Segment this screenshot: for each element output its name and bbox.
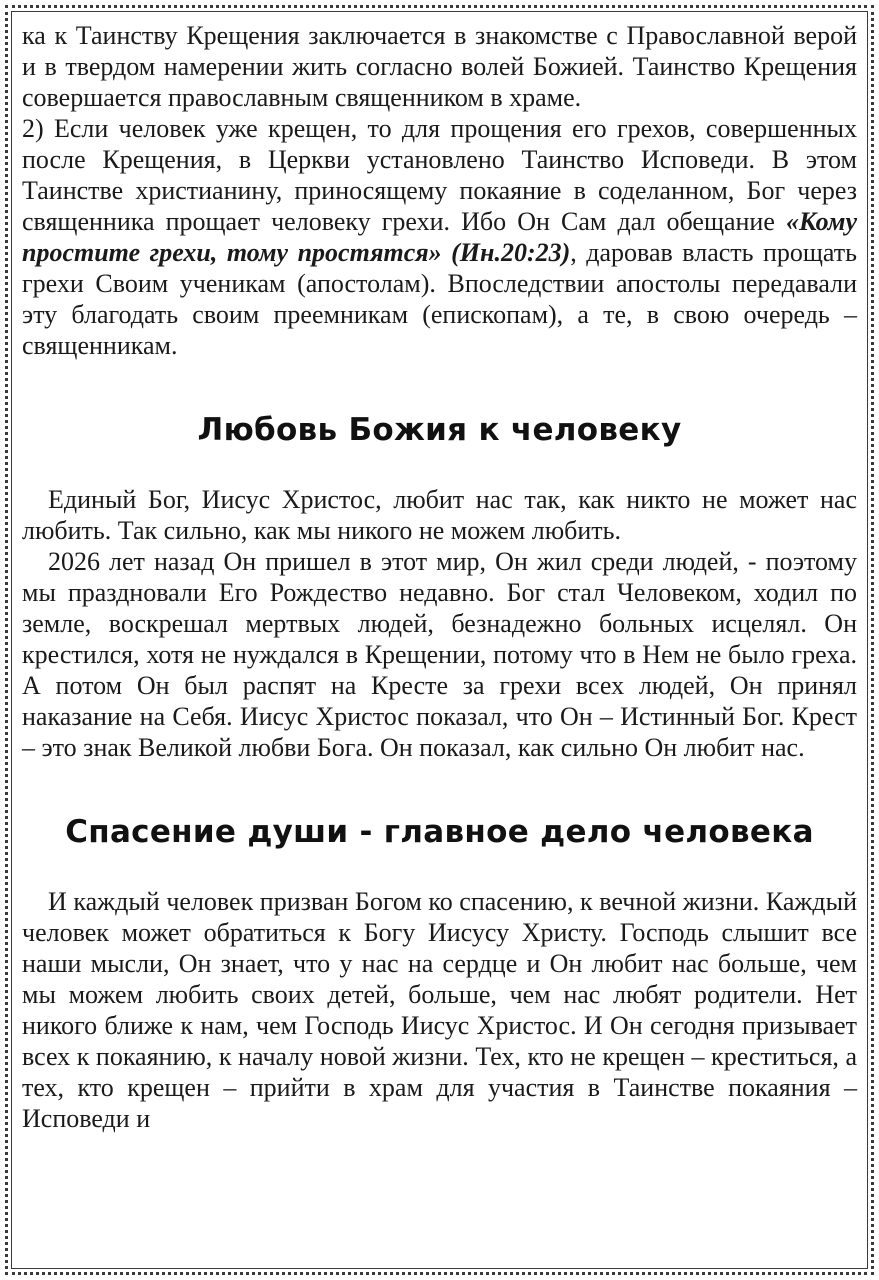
confession-text-before: 2) Если человек уже крещен, то для прощения его грехов, совершенных после Крещения, в Церкви установлено Таинство Исповеди. В этом Таинстве христианину, приносящему покаяние в соделанном, Бог через священника прощает человеку грехи. Ибо Он Сам дал обещание (22, 114, 857, 236)
page-content (22, 20, 857, 1134)
scripture-quote: «Кому простите грехи, тому простятся» (Ин.20:23) (22, 207, 857, 267)
paragraph-confession (22, 113, 857, 361)
paragraph-calling: И каждый человек призван Богом ко спасению, к вечной жизни. Каждый человек может обратиться к Богу Иисусу Христу. Господь слышит все наши мысли, Он знает, что у нас на сердце и Он любит нас больше, чем мы можем любить своих детей, больше, чем нас любят родители. Нет никого ближе к нам, чем Господь Иисус Христос. И Он сегодня призывает всех к покаянию, к началу новой жизни. Тех, кто не крещен – креститься, а тех, кто крещен – прийти в храм для участия в Таинстве покаяния – Исповеди и (22, 887, 857, 1133)
paragraph-incarnation: 2026 лет назад Он пришел в этот мир, Он жил среди людей, - поэтому мы праздновали Его Рождество недавно. Бог стал Человеком, ходил по земле, воскрешал мертвых людей, безнадежно больных исцелял. Он крестился, хотя не нуждался в Крещении, потому что в Нем не было греха. А потом Он был распят на Кресте за грехи всех людей, Он принял наказание на Себя. Иисус Христос показал, что Он – Истинный Бог. Крест – это знак Великой любви Бога. Он показал, как сильно Он любит нас. (22, 547, 857, 762)
paragraph-baptism-preparation: ка к Таинству Крещения заключается в знакомстве с Православной верой и в твердом намерении жить согласно волей Божией. Таинство Крещения совершается православным священником в храме. (22, 21, 857, 112)
paragraph-love-intro: Единый Бог, Иисус Христос, любит нас так, как никто не может нас любить. Так сильно, как мы никого не можем любить. (22, 485, 857, 545)
confession-text-after: , даровав власть прощать грехи Своим ученикам (апостолам). Впоследствии апостолы передавали эту благодать своим преемникам (епископам), а те, в свою очередь – священникам. (22, 238, 858, 360)
heading-salvation: Спасение души - главное дело человека (65, 814, 814, 850)
heading-gods-love: Любовь Божия к человеку (197, 412, 682, 448)
